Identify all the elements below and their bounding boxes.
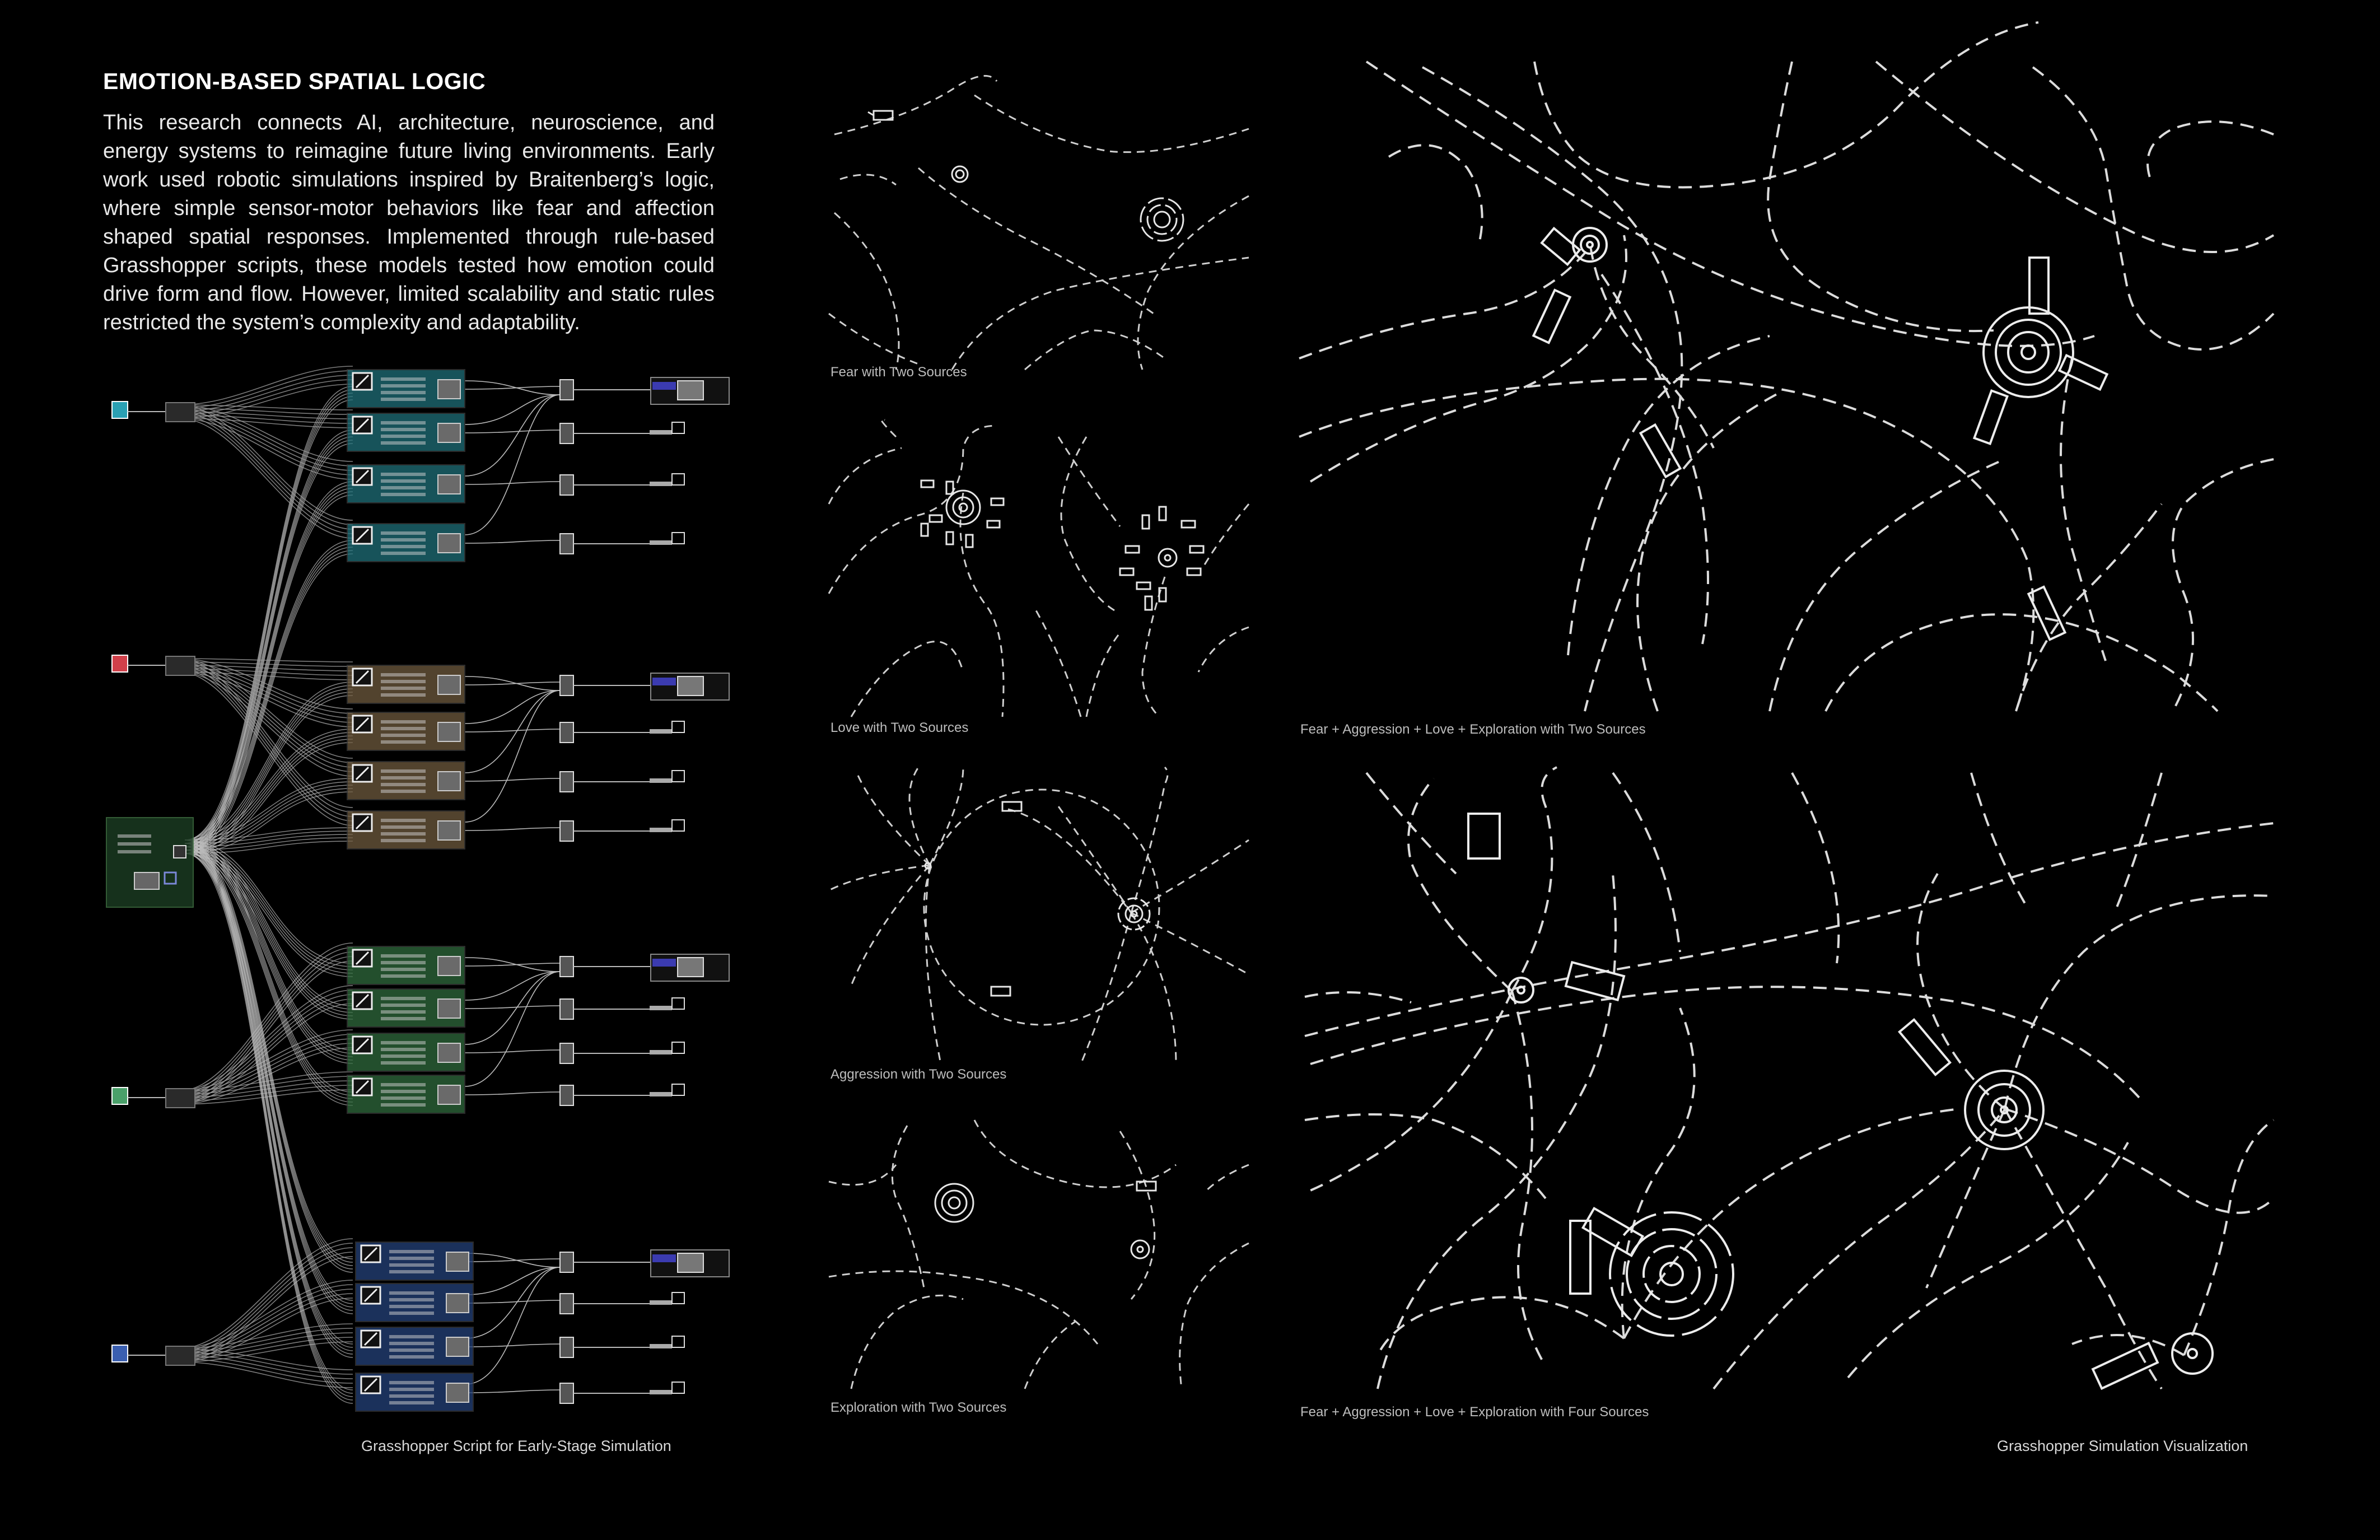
combined-two-sources: [1533, 228, 2107, 640]
fear-caption: Fear with Two Sources: [830, 365, 967, 380]
page-title: EMOTION-BASED SPATIAL LOGIC: [103, 68, 486, 94]
script-caption: Grasshopper Script for Early-Stage Simulation: [361, 1438, 671, 1454]
combined-four-paths: [1305, 767, 2274, 1389]
exploration-caption: Exploration with Two Sources: [830, 1400, 1007, 1415]
visualization-caption: Grasshopper Simulation Visualization: [1997, 1438, 2248, 1454]
exploration-sources: [935, 1182, 1156, 1258]
aggression-caption: Aggression with Two Sources: [830, 1067, 1007, 1082]
love-caption: Love with Two Sources: [830, 720, 969, 735]
combined-four-sources: [1468, 814, 2213, 1388]
aggression-simulation-panel: [829, 767, 1249, 1064]
combined-two-caption: Fear + Aggression + Love + Exploration with Two Sources: [1300, 722, 1646, 737]
combined-four-caption: Fear + Aggression + Love + Exploration with Four Sources: [1300, 1404, 1649, 1420]
combined-two-paths: [1299, 22, 2274, 711]
exploration-simulation-panel: [829, 1120, 1249, 1389]
love-source-a: [921, 480, 1004, 547]
fear-source-rings: [952, 166, 1183, 241]
love-source-b: [1120, 507, 1203, 610]
love-simulation-panel: [829, 419, 1249, 717]
intro-paragraph: This research connects AI, architecture, neuroscience, and energy systems to reimagine future living environments. Early work used robotic simulations inspired by Braitenberg’s logic, where simple sensor-motor behaviors like fear and affection shaped spatial responses. Implemented through rule-based Grasshopper scripts, these models tested how emotion could drive form and flow. However, limited scalability and static rules restricted the system’s complexity and adaptability.: [103, 111, 715, 334]
